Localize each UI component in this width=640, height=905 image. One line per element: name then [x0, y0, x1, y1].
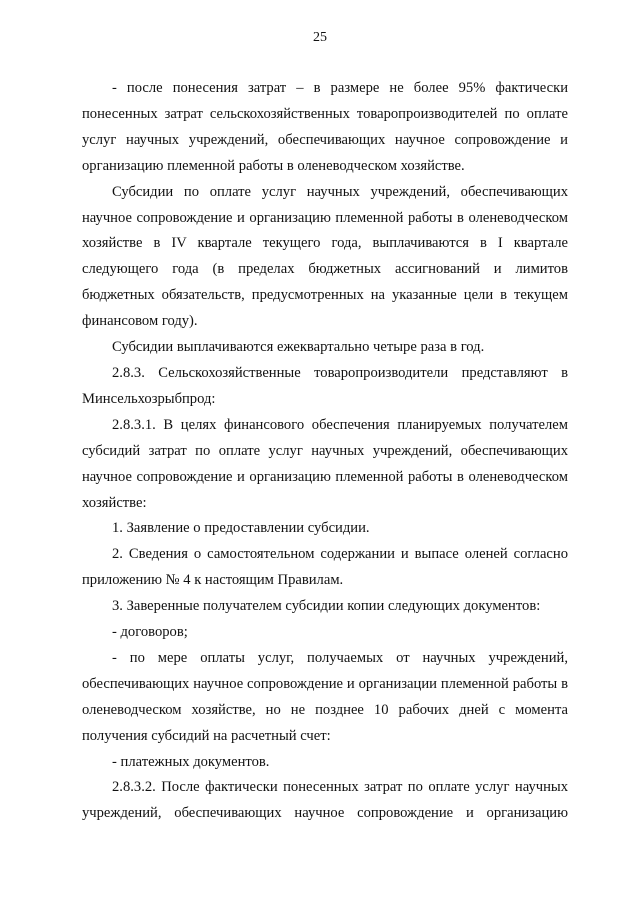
paragraph-2-8-3-2: 2.8.3.2. После фактически понесенных затрат по оплате услуг научных учреждений, обеспечивающих научное сопровождение и организацию	[82, 779, 568, 822]
list-item-certified-copies: 3. Заверенные получателем субсидии копии следующих документов:	[112, 598, 541, 615]
list-item-reindeer-info: 2. Сведения о самостоятельном содержании и выпасе оленей согласно приложению № 4 к настоящим Правилам.	[82, 546, 568, 589]
paragraph-2-8-3-1: 2.8.3.1. В целях финансового обеспечения планируемых получателем субсидий затрат по оплате услуг научных учреждений, обеспечивающих научное сопровождение и организацию племенной работы в оленеводческом хозяйстве:	[82, 416, 568, 511]
list-item-payment-terms: - по мере оплаты услуг, получаемых от научных учреждений, обеспечивающих научное сопровождение и организации племенной работы в оленеводческом хозяйстве, но не позднее 10 рабочих дней с момента получения субсидий на расчетный счет:	[82, 649, 568, 744]
paragraph-cost-limit: - после понесения затрат – в размере не более 95% фактически понесенных затрат сельскохозяйственных товаропроизводителей по оплате услуг научных учреждений, обеспечивающих научное сопровождение и организацию племенной работы в оленеводческом хозяйстве.	[82, 80, 568, 174]
list-item-application: 1. Заявление о предоставлении субсидии.	[112, 520, 370, 537]
paragraph-quarterly: Субсидии выплачиваются ежеквартально четыре раза в год.	[112, 339, 485, 356]
paragraph-2-8-3: 2.8.3. Сельскохозяйственные товаропроизводители представляют в Минсельхозрыбпрод:	[82, 364, 568, 407]
document-body	[82, 76, 568, 827]
list-item-contracts: - договоров;	[112, 624, 188, 641]
paragraph-q4-payment: Субсидии по оплате услуг научных учреждений, обеспечивающих научное сопровождение и организацию племенной работы в оленеводческом хозяйстве в IV квартале текущего года, выплачиваются в I квартале следующего года (в пределах бюджетных ассигнований и лимитов бюджетных обязательств, предусмотренных на указанные цели в текущем финансовом году).	[82, 183, 568, 330]
page-number: 25	[313, 30, 327, 45]
list-item-payment-documents: - платежных документов.	[112, 753, 270, 770]
